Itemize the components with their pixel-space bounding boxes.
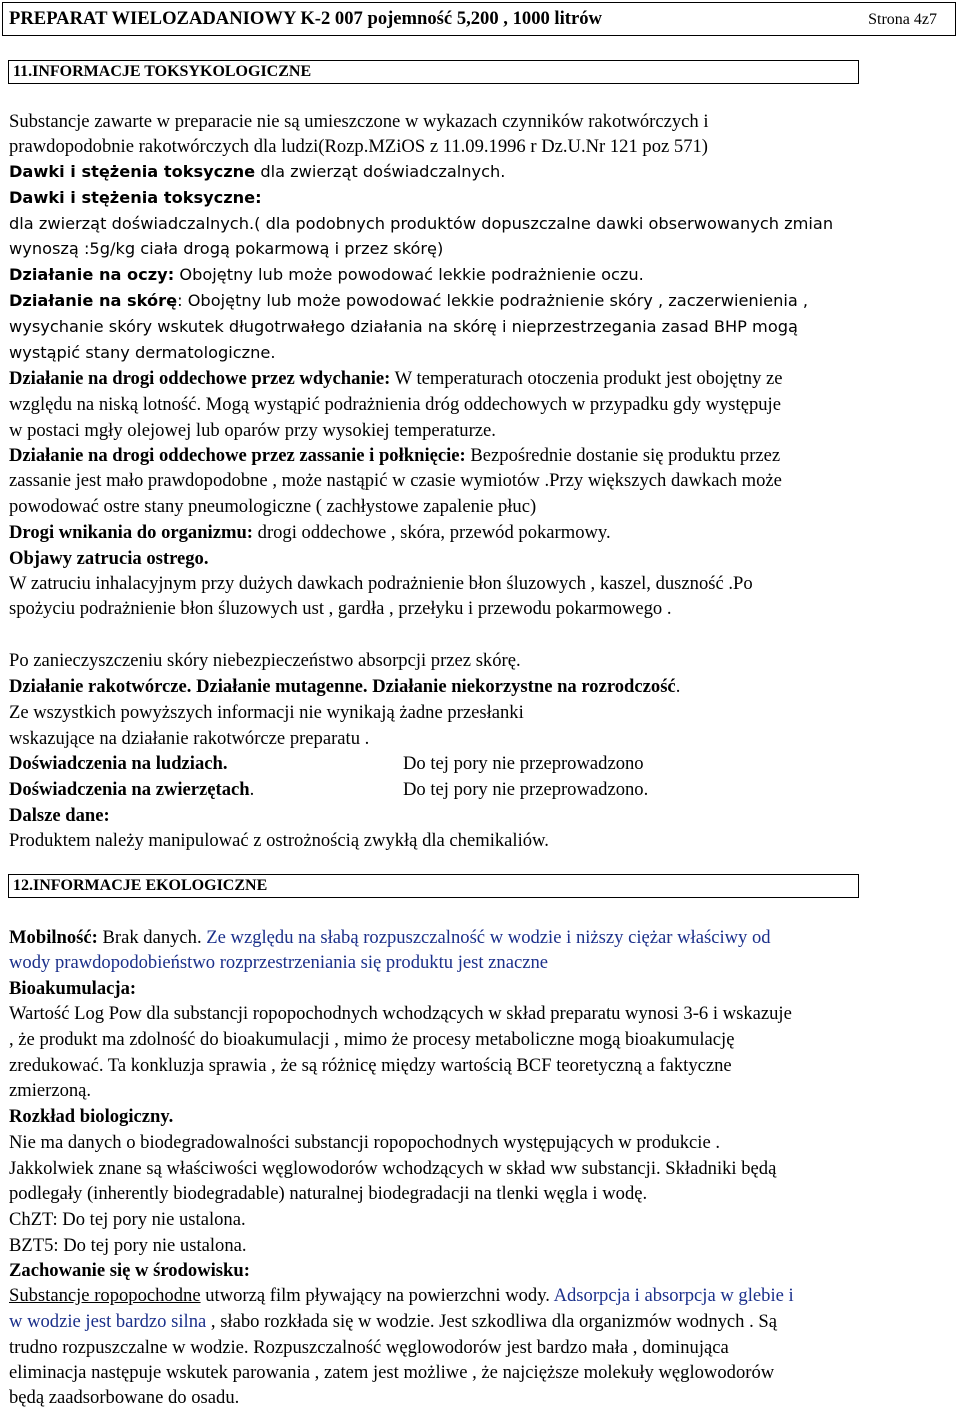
doswiadczenia-zwierzeta-dot: . [249, 779, 255, 800]
paragraph-line: Produktem należy manipulować z ostrożnością zwykłą dla chemikaliów. [9, 830, 549, 851]
dawki-line-1 [9, 161, 505, 183]
rakotworcze-dot: . [675, 676, 681, 697]
paragraph-line: wysychanie skóry wskutek długotrwałego działania na skórę i nieprzestrzegania zasad BHP mogą [9, 317, 798, 336]
paragraph-line: wystąpić stany dermatologiczne. [9, 343, 276, 362]
section-11-heading [8, 60, 859, 84]
page-header [2, 2, 956, 36]
bioakumulacja-heading: Bioakumulacja: [9, 978, 137, 999]
paragraph-line: prawdopodobnie rakotwórczych dla ludzi(Rozp.MZiOS z 11.09.1996 r Dz.U.Nr 121 poz 571) [9, 136, 708, 157]
dawki-text: ( dla podobnych produktów dopuszczalne dawki obserwowanych zmian [254, 214, 834, 233]
mobilnosc-line [9, 927, 771, 949]
rakotworcze-heading: Działanie rakotwórcze. Działanie mutagenne. Działanie niekorzystne na rozrodczość [9, 676, 676, 697]
document-title: PREPARAT WIELOZADANIOWY K-2 007 pojemność 5,200 , 1000 litrów [9, 8, 602, 29]
paragraph-line: będą zaadsorbowane do osadu. [9, 1387, 240, 1408]
zachowanie-blue-text: w wodzie jest bardzo silna [9, 1311, 207, 1332]
paragraph-line: eliminacja następuje wskutek parowania , zatem jest możliwe , że najcięższe molekuły węglowodorów [9, 1362, 775, 1383]
section-11-heading-text: 11.INFORMACJE TOKSYKOLOGICZNE [13, 63, 312, 80]
paragraph-line: , że produkt ma zdolność do bioakumulacji , mimo że procesy metaboliczne mogą bioakumulację [9, 1029, 735, 1050]
paragraph-line: Wartość Log Pow dla substancji ropopochodnych wchodzących w skład preparatu wynosi 3-6 i wskazuje [9, 1003, 792, 1024]
oczy-line [9, 264, 644, 286]
doswiadczenia-ludzie-label: Doświadczenia na ludziach. [9, 753, 228, 774]
mobilnosc-text: Brak danych. [97, 927, 207, 948]
skora-heading: Działanie na skórę [9, 291, 178, 310]
mobilnosc-blue-line: wody prawdopodobieństwo rozprzestrzeniania się produktu jest znaczne [9, 952, 549, 973]
dawki-line-2 [9, 213, 833, 235]
page-number: Strona 4z7 [868, 11, 937, 28]
dalsze-heading: Dalsze dane: [9, 805, 110, 826]
oczy-heading: Działanie na oczy: [9, 265, 175, 284]
paragraph-line: zredukować. Ta konkluzja sprawia , że są różnicę między wartością BCF teoretyczną a faktyczne [9, 1055, 732, 1076]
paragraph-line: W zatruciu inhalacyjnym przy dużych dawkach podrażnienie błon śluzowych , kaszel, duszność .Po [9, 573, 753, 594]
skora-line [9, 290, 808, 312]
paragraph-line: w postaci mgły olejowej lub oparów przy wysokiej temperaturze. [9, 420, 496, 441]
wdychanie-line [9, 368, 783, 390]
paragraph-line: podlegały (inherently biodegradable) naturalnej biodegradacji na tlenki węgla i wodę. [9, 1183, 648, 1204]
doswiadczenia-zwierzeta-value: Do tej pory nie przeprowadzono. [403, 779, 649, 800]
paragraph-line: Jakkolwiek znane są właściwości węglowodorów wchodzących w skład ww substancji. Składniki będą [9, 1158, 777, 1179]
zachowanie-heading: Zachowanie się w środowisku: [9, 1260, 250, 1281]
zachowanie-line [9, 1285, 794, 1307]
rakotworcze-line [9, 676, 680, 698]
doswiadczenia-ludzie-value: Do tej pory nie przeprowadzono [403, 753, 644, 774]
zassanie-text: Bezpośrednie dostanie się produktu przez [465, 445, 781, 466]
zassanie-line [9, 445, 780, 467]
doswiadczenia-zwierzeta-line [9, 779, 254, 801]
zachowanie-blue-text: Adsorpcja i absorpcja w glebie i [553, 1285, 794, 1306]
mobilnosc-blue-text: Ze względu na słabą rozpuszczalność w wodzie i niższy ciężar właściwy od [206, 927, 771, 948]
paragraph-line: spożyciu podrażnienie błon śluzowych ust , gardła , przełyku i przewodu pokarmowego . [9, 598, 672, 619]
paragraph-line: wskazujące na działanie rakotwórcze preparatu . [9, 728, 370, 749]
zachowanie-text: utworzą film pływający na powierzchni wody. [200, 1285, 554, 1306]
dawki-heading-2: Dawki i stężenia toksyczne: [9, 188, 262, 207]
dawki-text: dla zwierząt doświadczalnych. [255, 162, 506, 181]
paragraph-line: Substancje zawarte w preparacie nie są umieszczone w wykazach czynników rakotwórczych i [9, 111, 709, 132]
objawy-heading: Objawy zatrucia ostrego. [9, 548, 209, 569]
doswiadczenia-zwierzeta-label: Doświadczenia na zwierzętach [9, 779, 250, 800]
mobilnosc-heading: Mobilność: [9, 927, 98, 948]
wdychanie-text: W temperaturach otoczenia produkt jest obojętny ze [390, 368, 783, 389]
paragraph-line: trudno rozpuszczalne w wodzie. Rozpuszczalność węglowodorów jest bardzo mała , dominująca [9, 1337, 729, 1358]
zassanie-heading: Działanie na drogi oddechowe przez zassanie i połknięcie: [9, 445, 466, 466]
paragraph-line: powodować ostre stany pneumologiczne ( zachłystowe zapalenie płuc) [9, 496, 537, 517]
skora-text: : Obojętny lub może powodować lekkie podrażnienie skóry , zaczerwienienia , [177, 291, 809, 310]
rozklad-heading: Rozkład biologiczny. [9, 1106, 174, 1127]
zachowanie-text: , słabo rozkłada się w wodzie. Jest szkodliwa dla organizmów wodnych . Są [206, 1311, 778, 1332]
drogi-heading: Drogi wnikania do organizmu: [9, 522, 253, 543]
oczy-text: Obojętny lub może powodować lekkie podrażnienie oczu. [174, 265, 644, 284]
paragraph-line: Po zanieczyszczeniu skóry niebezpieczeństwo absorpcji przez skórę. [9, 650, 521, 671]
paragraph-line: zassanie jest mało prawdopodobne , może nastąpić w czasie wymiotów .Przy większych dawkach może [9, 470, 782, 491]
dawki-heading: Dawki i stężenia toksyczne [9, 162, 256, 181]
paragraph-line: Nie ma danych o biodegradowalności substancji ropopochodnych występujących w produkcie . [9, 1132, 721, 1153]
dawki-text: dla zwierząt doświadczalnych. [9, 214, 255, 233]
dawki-line-3: wynoszą :5g/kg ciała drogą pokarmową i przez skórę) [9, 239, 444, 258]
section-12-heading [8, 874, 859, 898]
drogi-line [9, 522, 611, 544]
paragraph-line: względu na niską lotność. Mogą wystąpić podrażnienia dróg oddechowych w przypadku gdy występuje [9, 394, 781, 415]
section-12-heading-text: 12.INFORMACJE EKOLOGICZNE [13, 877, 268, 894]
drogi-text: drogi oddechowe , skóra, przewód pokarmowy. [253, 522, 611, 543]
paragraph-line: Ze wszystkich powyższych informacji nie wynikają żadne przesłanki [9, 702, 524, 723]
wdychanie-heading: Działanie na drogi oddechowe przez wdychanie: [9, 368, 391, 389]
zachowanie-line-2 [9, 1311, 777, 1333]
chzt-line: ChZT: Do tej pory nie ustalona. [9, 1209, 246, 1230]
zachowanie-underlined: Substancje ropopochodne [9, 1285, 201, 1306]
paragraph-line: zmierzoną. [9, 1080, 92, 1101]
bzt5-line: BZT5: Do tej pory nie ustalona. [9, 1235, 247, 1256]
